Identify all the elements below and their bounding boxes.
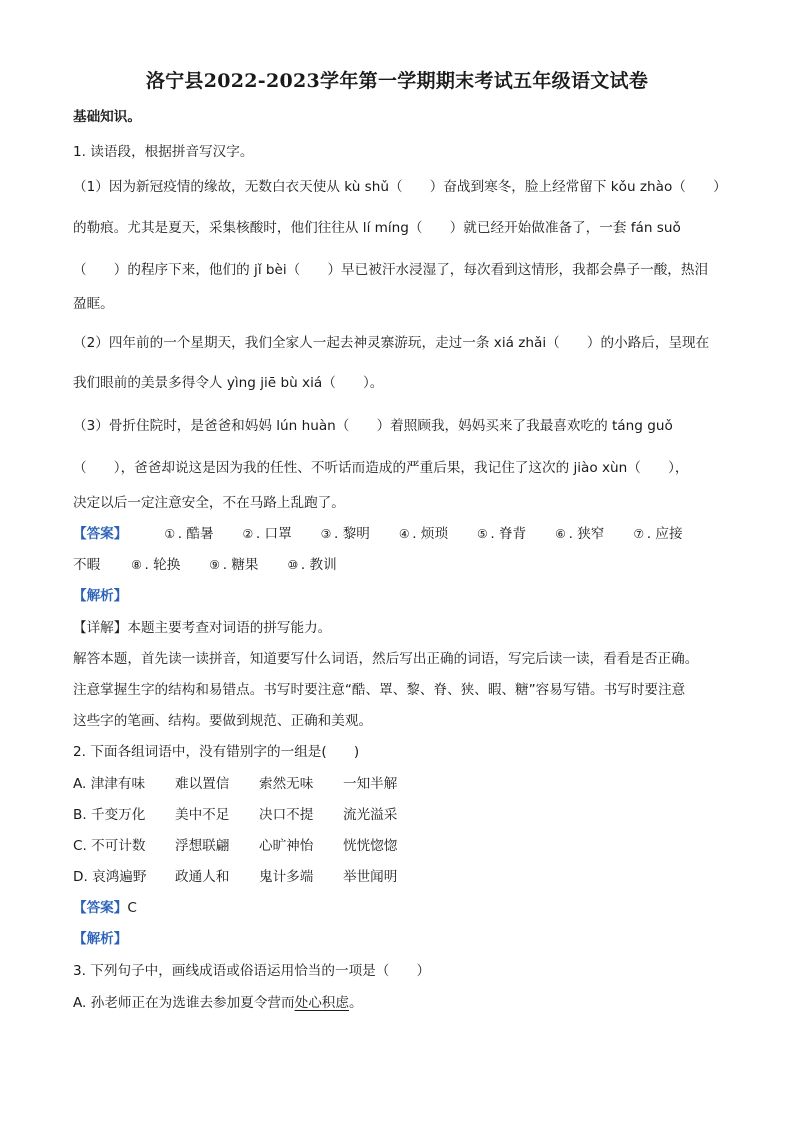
q1-passage-line: 盈眶。	[73, 296, 114, 312]
analysis-label: 【解析】	[73, 588, 128, 604]
q1-passage-line: （ ）的程序下来，他们的 jǐ bèi（ ）早已被汗水浸湿了，每次看到这情形，我都会鼻子一酸，热泪	[73, 262, 709, 278]
q1-passage-line: 的勒痕。尤其是夏天，采集核酸时，他们往往从 lí míng（ ）就已经开始做准备了，一套 fán suǒ	[73, 220, 681, 236]
explain-line: 解答本题，首先读一读拼音，知道要写什么词语，然后写出正确的词语，写完后读一读，看看是否正确。	[73, 651, 699, 667]
answer-item: ④ . 烦琐	[398, 526, 449, 542]
q1-passage-line: （3）骨折住院时，是爸爸和妈妈 lún huàn（ ）着照顾我，妈妈买来了我最喜欢吃的 táng guǒ	[73, 418, 673, 434]
answer-item: ① . 酷暑	[164, 526, 214, 542]
analysis-label: 【解析】	[73, 931, 128, 947]
answer-continuation: 不暇	[73, 557, 101, 573]
answer-item: ⑥ . 狭窄	[555, 526, 605, 542]
q2-answer-row	[73, 898, 733, 918]
answer-label: 【答案】	[73, 900, 128, 916]
detail-text: 本题主要考查对词语的拼写能力。	[127, 620, 332, 636]
q3-option-a: A. 孙老师正在为选谁去参加夏令营而处心积虑。	[73, 995, 363, 1011]
explain-line: 这些字的笔画、结构。要做到规范、正确和美观。	[73, 713, 373, 729]
answer-item: ⑧ . 轮换	[131, 557, 181, 573]
q1-passage-line: （2）四年前的一个星期天，我们全家人一起去神灵寨游玩，走过一条 xiá zhǎi（ ）的小路后，呈现在	[73, 335, 710, 351]
section-heading-basic: 基础知识。	[73, 109, 141, 125]
answer-item: ⑨ . 糖果	[209, 557, 259, 573]
answer-item: ⑤ . 脊背	[477, 526, 527, 542]
underlined-idiom: 处心积虑	[294, 995, 349, 1011]
q1-passage-line: 决定以后一定注意安全，不在马路上乱跑了。	[73, 495, 345, 511]
detail-label: 【详解】	[73, 620, 128, 636]
answer-item: ⑦ . 应接	[633, 526, 683, 542]
answer-item: ③ . 黎明	[320, 526, 370, 542]
q2-option-d: D. 哀鸿遍野 政通人和 鬼计多端 举世闻明	[73, 869, 398, 885]
q1-passage-line: （1）因为新冠疫情的缘故，无数白衣天使从 kù shǔ（ ）奋战到寒冬，脸上经常留下 kǒu zhào（ ）	[73, 179, 727, 195]
q1-answer-row	[73, 524, 733, 544]
q1-passage-line: 我们眼前的美景多得令人 yìng jiē bù xiá（ ）。	[73, 375, 384, 391]
exam-title: 洛宁县2022-2023学年第一学期期末考试五年级语文试卷	[145, 70, 649, 92]
explain-line: 注意掌握生字的结构和易错点。书写时要注意“酷、罩、黎、脊、狭、暇、糖”容易写错。书写时要注意	[73, 682, 686, 698]
q2-answer: C	[127, 900, 137, 916]
q2-option-a: A. 津津有味 难以置信 索然无味 一知半解	[73, 776, 398, 792]
q2-stem: 2. 下面各组词语中，没有错别字的一组是( )	[73, 744, 360, 760]
answer-label: 【答案】	[73, 526, 128, 542]
answer-item: ② . 口罩	[242, 526, 292, 542]
q1-stem: 1. 读语段，根据拼音写汉字。	[73, 144, 254, 160]
answer-item: ⑩ . 教训	[287, 557, 337, 573]
q3-stem: 3. 下列句子中，画线成语或俗语运用恰当的一项是（ ）	[73, 963, 431, 979]
detail-line	[73, 618, 733, 638]
q1-answer-row-2	[73, 555, 733, 575]
q2-option-c: C. 不可计数 浮想联翩 心旷神怡 恍恍惚惚	[73, 838, 398, 854]
q1-passage-line: （ ），爸爸却说这是因为我的任性、不听话而造成的严重后果，我记住了这次的 jiào xùn（ ），	[73, 460, 689, 476]
q2-option-b: B. 千变万化 美中不足 决口不提 流光溢采	[73, 807, 398, 823]
